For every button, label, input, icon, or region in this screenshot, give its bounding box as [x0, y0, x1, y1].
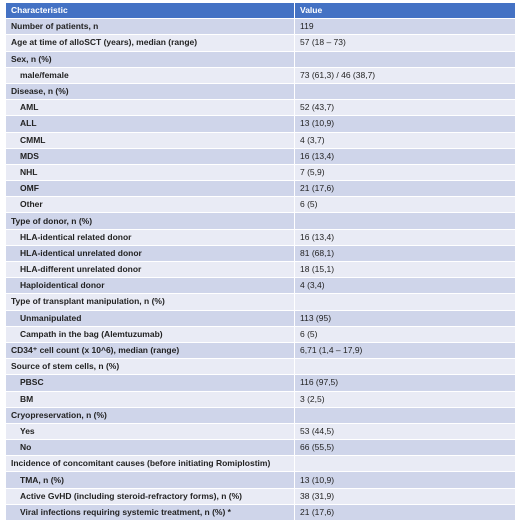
table-row — [6, 488, 516, 504]
row-label: Type of donor, n (%) — [6, 213, 295, 229]
row-value: 3 (2,5) — [295, 391, 516, 407]
row-label: HLA-different unrelated donor — [6, 262, 295, 278]
table-row — [6, 116, 516, 132]
row-label: MDS — [6, 148, 295, 164]
header-value: Value — [295, 3, 516, 19]
row-label: Sex, n (%) — [6, 51, 295, 67]
row-value — [295, 407, 516, 423]
table-row — [6, 391, 516, 407]
row-value: 13 (10,9) — [295, 472, 516, 488]
row-label: Source of stem cells, n (%) — [6, 359, 295, 375]
row-value: 7 (5,9) — [295, 164, 516, 180]
row-label: Cryopreservation, n (%) — [6, 407, 295, 423]
row-value: 6 (5) — [295, 326, 516, 342]
table-row — [6, 19, 516, 35]
row-label: male/female — [6, 67, 295, 83]
table-row — [6, 504, 516, 520]
row-label: ALL — [6, 116, 295, 132]
row-value: 52 (43,7) — [295, 100, 516, 116]
row-label: NHL — [6, 164, 295, 180]
row-label: TMA, n (%) — [6, 472, 295, 488]
row-label: HLA-identical unrelated donor — [6, 245, 295, 261]
table-row — [6, 100, 516, 116]
table-row — [6, 326, 516, 342]
table-row — [6, 472, 516, 488]
row-value: 6,71 (1,4 – 17,9) — [295, 342, 516, 358]
row-value — [295, 294, 516, 310]
row-label: CMML — [6, 132, 295, 148]
table-row — [6, 229, 516, 245]
row-label: Type of transplant manipulation, n (%) — [6, 294, 295, 310]
header-characteristic: Characteristic — [6, 3, 295, 19]
table-row — [6, 83, 516, 99]
row-value: 119 — [295, 19, 516, 35]
row-label: Disease, n (%) — [6, 83, 295, 99]
row-value: 116 (97,5) — [295, 375, 516, 391]
table-row — [6, 181, 516, 197]
table-body — [6, 19, 516, 521]
row-value — [295, 359, 516, 375]
table-row — [6, 440, 516, 456]
row-label: Number of patients, n — [6, 19, 295, 35]
row-label: Viral infections requiring systemic treatment, n (%) * — [6, 504, 295, 520]
row-label: BM — [6, 391, 295, 407]
row-value: 18 (15,1) — [295, 262, 516, 278]
table-row — [6, 456, 516, 472]
row-label: OMF — [6, 181, 295, 197]
table-header-row — [6, 3, 516, 19]
row-value — [295, 51, 516, 67]
row-value: 6 (5) — [295, 197, 516, 213]
row-label: AML — [6, 100, 295, 116]
table-row — [6, 35, 516, 51]
table-row — [6, 197, 516, 213]
row-value: 38 (31,9) — [295, 488, 516, 504]
row-label: Haploidentical donor — [6, 278, 295, 294]
row-value: 81 (68,1) — [295, 245, 516, 261]
table-row — [6, 132, 516, 148]
row-value: 57 (18 – 73) — [295, 35, 516, 51]
row-label: Age at time of alloSCT (years), median (range) — [6, 35, 295, 51]
row-value: 21 (17,6) — [295, 504, 516, 520]
characteristics-table — [5, 2, 516, 521]
row-value: 73 (61,3) / 46 (38,7) — [295, 67, 516, 83]
row-value: 4 (3,4) — [295, 278, 516, 294]
table-row — [6, 359, 516, 375]
table-row — [6, 164, 516, 180]
row-value: 16 (13,4) — [295, 229, 516, 245]
row-value — [295, 456, 516, 472]
table-row — [6, 51, 516, 67]
row-label: PBSC — [6, 375, 295, 391]
row-label: Incidence of concomitant causes (before initiating Romiplostim) — [6, 456, 295, 472]
row-label: Unmanipulated — [6, 310, 295, 326]
table-row — [6, 310, 516, 326]
table-row — [6, 342, 516, 358]
row-label: HLA-identical related donor — [6, 229, 295, 245]
row-value: 66 (55,5) — [295, 440, 516, 456]
row-value: 113 (95) — [295, 310, 516, 326]
row-label: CD34⁺ cell count (x 10^6), median (range) — [6, 342, 295, 358]
row-value: 53 (44,5) — [295, 423, 516, 439]
row-value: 4 (3,7) — [295, 132, 516, 148]
row-value: 21 (17,6) — [295, 181, 516, 197]
row-value — [295, 83, 516, 99]
table-row — [6, 407, 516, 423]
row-value — [295, 213, 516, 229]
table-row — [6, 213, 516, 229]
row-label: Campath in the bag (Alemtuzumab) — [6, 326, 295, 342]
table-row — [6, 278, 516, 294]
row-value: 13 (10,9) — [295, 116, 516, 132]
table-row — [6, 245, 516, 261]
row-value: 16 (13,4) — [295, 148, 516, 164]
row-label: Active GvHD (including steroid-refractory forms), n (%) — [6, 488, 295, 504]
row-label: Other — [6, 197, 295, 213]
table-row — [6, 148, 516, 164]
table-row — [6, 67, 516, 83]
row-label: No — [6, 440, 295, 456]
row-label: Yes — [6, 423, 295, 439]
table-row — [6, 423, 516, 439]
table-row — [6, 375, 516, 391]
table-row — [6, 262, 516, 278]
table-row — [6, 294, 516, 310]
